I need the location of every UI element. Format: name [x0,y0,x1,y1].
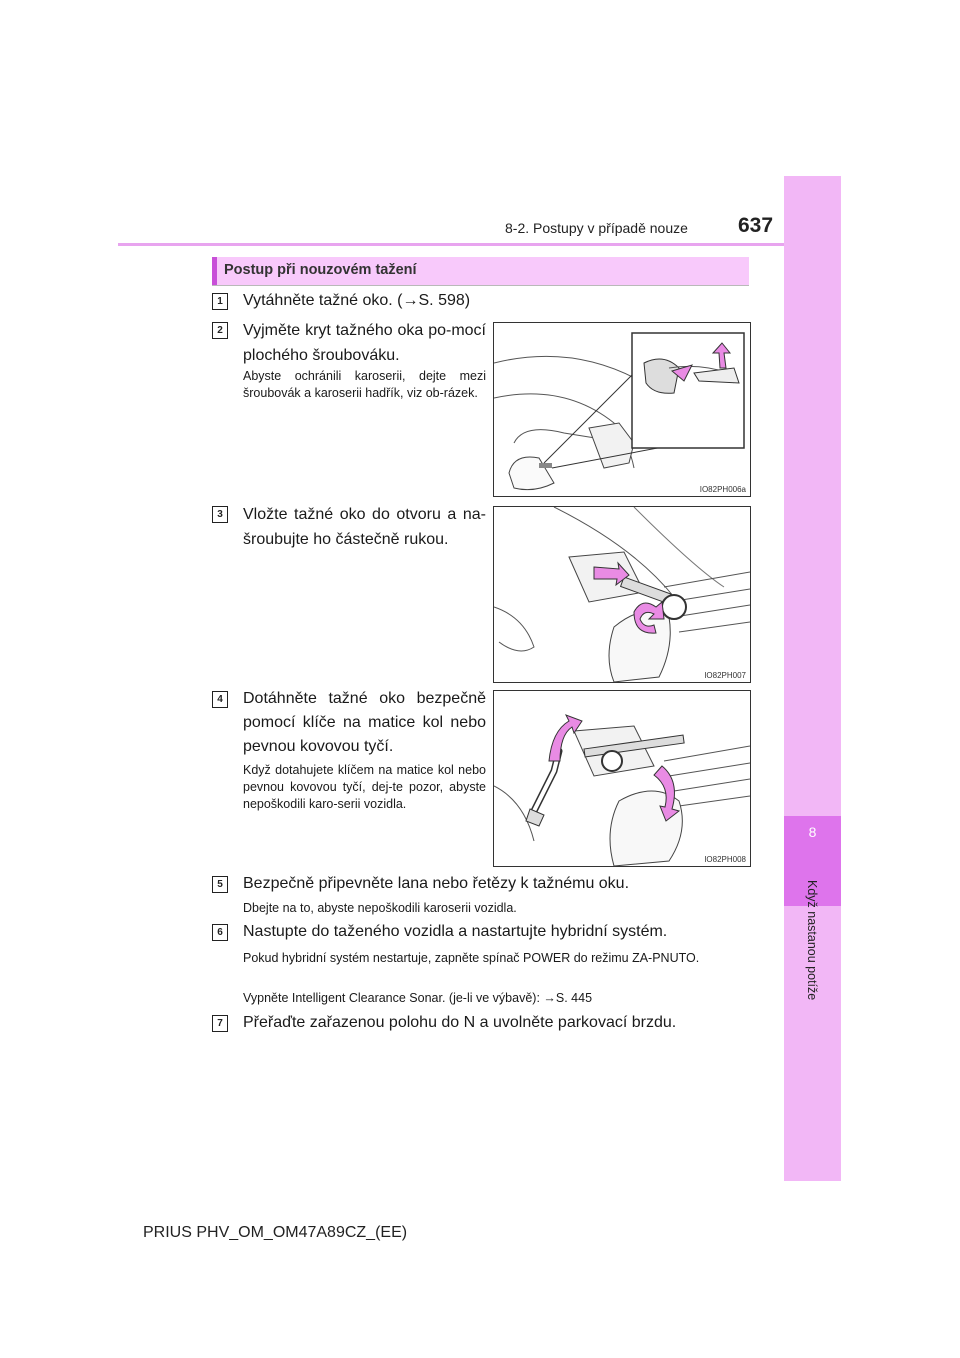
figure-2-illustration [494,507,750,682]
step-number-4: 4 [212,691,228,708]
header-divider [118,243,784,246]
figure-2-code: IO82PH007 [704,671,746,680]
step-number-6: 6 [212,924,228,941]
section-title: 8-2. Postupy v případě nouze [505,220,688,236]
chapter-title: Když nastanou potíže [805,880,819,1001]
step-4-note: Když dotahujete klíčem na matice kol nebo pevnou kovovou tyčí, dej-te pozor, abyste nepoškodili karo-serii vozidla. [243,763,486,811]
heading-underline [212,285,749,286]
figure-1-illustration [494,323,750,496]
chapter-title-vertical [797,880,827,1080]
chapter-number: 8 [808,824,817,840]
figure-3-code: IO82PH008 [704,855,746,864]
step-1-text: Vytáhněte tažné oko. (→S. 598) [243,292,471,309]
procedure-heading: Postup při nouzovém tažení [224,262,417,278]
step-number-7: 7 [212,1015,228,1032]
figure-remove-cover [493,322,751,497]
figure-insert-eye [493,506,751,683]
figure-1-code: IO82PH006a [699,485,746,494]
step-4-text: Dotáhněte tažné oko bezpečně pomocí klíče na matice kol nebo pevnou kovovou tyčí. [243,690,486,755]
step-7-text: Přeřaďte zařazenou polohu do N a uvolněte parkovací brzdu. [243,1014,677,1031]
page-number: 637 [738,214,774,237]
figure-3-illustration [494,691,750,866]
step-2-text: Vyjměte kryt tažného oka po-mocí plochého šroubováku. [243,322,486,364]
heading-accent-bar [212,257,217,285]
step-3-text: Vložte tažné oko do otvoru a na-šroubujte ho částečně rukou. [243,506,486,548]
step-6-note-2: Vypněte Intelligent Clearance Sonar. (je-li ve výbavě): →S. 445 [243,991,593,1005]
step-5-note: Dbejte na to, abyste nepoškodili karoserii vozidla. [243,901,517,915]
step-number-1: 1 [212,293,228,310]
step-number-3: 3 [212,506,228,523]
step-6-note: Pokud hybridní systém nestartuje, zapněte spínač POWER do režimu ZA-PNUTO. [243,951,700,965]
figure-tighten-eye [493,690,751,867]
step-6-text: Nastupte do taženého vozidla a nastartujte hybridní systém. [243,923,668,940]
step-number-5: 5 [212,876,228,893]
step-number-2: 2 [212,322,228,339]
step-5-text: Bezpečně připevněte lana nebo řetězy k tažnému oku. [243,875,630,892]
step-2-note: Abyste ochránili karoserii, dejte mezi šroubovák a karoserii hadřík, viz ob-rázek. [243,369,486,400]
document-footer-code: PRIUS PHV_OM_OM47A89CZ_(EE) [143,1224,408,1241]
